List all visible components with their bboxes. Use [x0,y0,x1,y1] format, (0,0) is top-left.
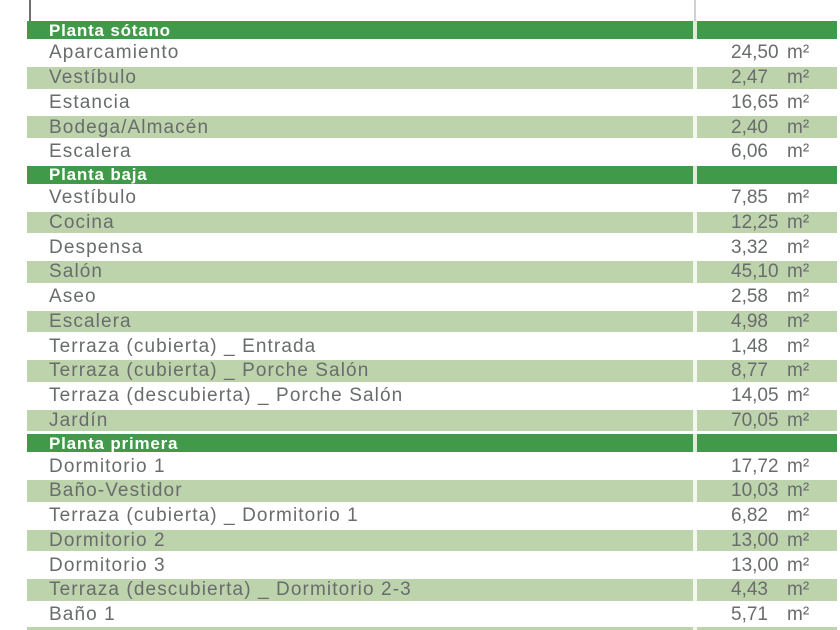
room-label: Dormitorio 1 [49,455,166,477]
area-unit: m² [787,211,810,233]
room-label: Dormitorio 3 [49,554,166,576]
area-unit: m² [787,141,810,163]
table-row [27,187,837,212]
area-number: 10,03 [731,480,779,502]
area-unit: m² [787,385,810,407]
area-unit: m² [787,261,810,283]
area-unit: m² [787,505,810,527]
table-row [27,67,837,92]
area-unit: m² [787,187,810,209]
area-number: 17,72 [731,455,779,477]
room-label: Terraza (cubierta) _ Dormitorio 1 [49,505,359,527]
area-number: 13,00 [731,554,779,576]
area-unit: m² [787,310,810,332]
area-value-cell [731,530,809,552]
area-value-cell [731,286,809,308]
section-header-row [27,434,837,455]
room-label: Despensa [49,236,144,258]
area-unit: m² [787,579,810,601]
area-value-cell [731,385,809,407]
table-row [27,92,837,117]
room-label: Aseo [49,286,97,308]
area-value-cell [731,579,809,601]
area-unit: m² [787,236,810,258]
area-value-cell [731,92,809,114]
room-label: Cocina [49,211,115,233]
area-value-cell [731,505,809,527]
area-unit: m² [787,116,810,138]
area-value-cell [731,311,809,333]
room-label: Terraza (descubierta) _ Porche Salón [49,385,404,407]
room-label: Jardín [49,409,109,431]
area-number: 2,40 [731,116,768,138]
area-value-cell [731,212,809,234]
table-row [27,385,837,410]
area-number: 7,85 [731,187,768,209]
table-row [27,530,837,555]
table-row [27,335,837,360]
table-row [27,604,837,629]
table-row [27,42,837,67]
area-number: 3,32 [731,236,768,258]
area-number: 45,10 [731,261,779,283]
room-label: Aparcamiento [49,42,180,64]
area-value-cell [731,236,809,258]
table-row [27,410,837,435]
area-number: 6,06 [731,141,768,163]
area-value-cell [731,141,809,163]
table-row [27,311,837,336]
area-number: 4,98 [731,310,768,332]
area-value-cell [731,67,809,89]
table-row [27,554,837,579]
area-number: 16,65 [731,91,779,113]
area-value-cell [731,335,809,357]
table-row [27,261,837,286]
table-row [27,455,837,480]
room-label: Terraza (descubierta) _ Dormitorio 2-3 [49,579,412,601]
section-title: Planta baja [49,165,148,185]
room-label: Escalera [49,141,132,163]
area-unit: m² [787,91,810,113]
room-label: Terraza (cubierta) _ Porche Salón [49,360,370,382]
section-title: Planta primera [49,433,179,453]
table-row [27,286,837,311]
area-number: 70,05 [731,409,779,431]
room-label: Estancia [49,91,131,113]
table-row [27,212,837,237]
area-value-cell [731,360,809,382]
area-value-cell [731,187,809,209]
room-label: Escalera [49,310,132,332]
area-number: 12,25 [731,211,779,233]
table-row [27,579,837,604]
area-number: 6,82 [731,505,768,527]
area-number: 14,05 [731,385,779,407]
area-number: 2,58 [731,286,768,308]
area-unit: m² [787,42,810,64]
room-label: Terraza (cubierta) _ Entrada [49,335,317,357]
table-row [27,236,837,261]
area-value-cell [731,604,809,626]
area-number: 8,77 [731,360,768,382]
section-header-row [27,21,837,42]
table-row [27,141,837,166]
area-unit: m² [787,554,810,576]
table-row [27,505,837,530]
area-unit: m² [787,286,810,308]
floor-area-table [27,21,837,629]
table-row [27,360,837,385]
area-unit: m² [787,604,810,626]
area-unit: m² [787,360,810,382]
area-unit: m² [787,335,810,357]
area-value-cell [731,455,809,477]
room-label: Salón [49,261,104,283]
area-value-cell [731,261,809,283]
top-gridline-right [694,0,696,21]
area-number: 5,71 [731,604,768,626]
room-label: Dormitorio 2 [49,529,166,551]
room-label: Baño-Vestidor [49,480,183,502]
area-unit: m² [787,67,810,89]
area-unit: m² [787,529,810,551]
section-header-row [27,166,837,187]
area-number: 2,47 [731,67,768,89]
area-number: 13,00 [731,529,779,551]
table-row [27,116,837,141]
area-value-cell [731,410,809,432]
area-value-cell [731,42,809,64]
area-unit: m² [787,480,810,502]
area-value-cell [731,116,809,138]
area-number: 4,43 [731,579,768,601]
room-label: Vestíbulo [49,67,138,89]
top-gridline-left [29,0,31,21]
area-value-cell [731,480,809,502]
room-label: Baño 1 [49,604,116,626]
section-title: Planta sótano [49,20,171,40]
area-number: 24,50 [731,42,779,64]
room-label: Bodega/Almacén [49,116,210,138]
area-value-cell [731,554,809,576]
table-row [27,480,837,505]
area-unit: m² [787,455,810,477]
area-unit: m² [787,409,810,431]
area-number: 1,48 [731,335,768,357]
room-label: Vestíbulo [49,187,138,209]
